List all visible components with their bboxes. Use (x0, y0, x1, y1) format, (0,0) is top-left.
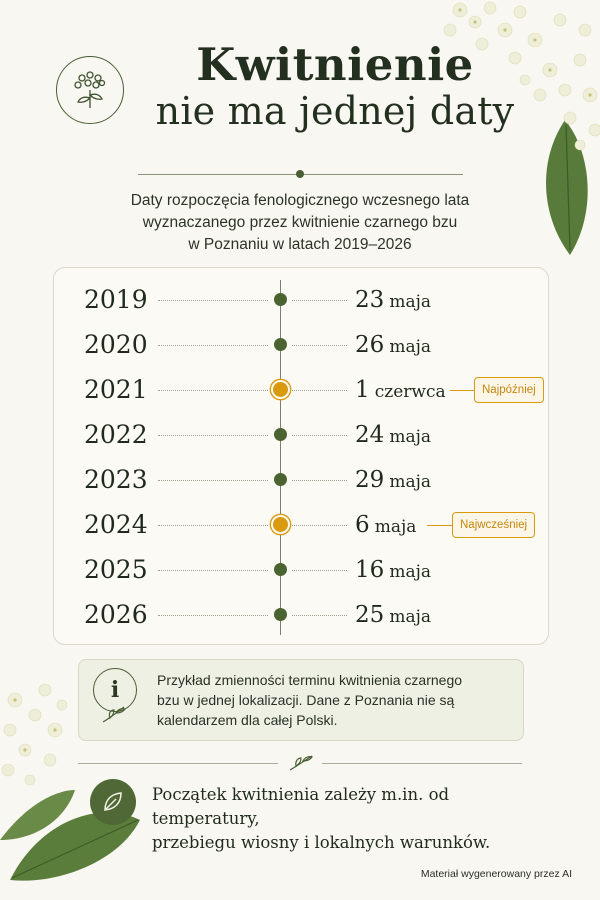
separator-line-left (78, 763, 278, 764)
footer-text (152, 783, 552, 855)
leader-dots-right (292, 300, 347, 301)
timeline-marker (274, 473, 287, 486)
timeline-date (355, 418, 431, 454)
timeline-month: maja (389, 562, 432, 582)
timeline-month: maja (389, 337, 432, 357)
timeline-day: 23 (355, 287, 385, 313)
timeline-year: 2025 (84, 555, 148, 584)
timeline-year: 2026 (84, 600, 148, 629)
timeline-month: maja (389, 292, 432, 312)
timeline-date (355, 508, 416, 544)
timeline-date (355, 553, 431, 589)
timeline-month: czerwca (374, 382, 446, 402)
timeline-day: 16 (355, 557, 385, 583)
leader-dots-right (292, 525, 347, 526)
subtitle-line1: Daty rozpoczęcia fenologicznego wczesnego lata (130, 192, 470, 209)
leader-dots-left (158, 300, 268, 301)
leader-dots-left (158, 615, 268, 616)
leaf-sprig-icon (287, 752, 315, 774)
timeline-date (355, 283, 431, 319)
timeline-date (355, 373, 446, 409)
timeline-date (355, 598, 431, 634)
timeline-month: maja (374, 517, 417, 537)
timeline-marker (274, 338, 287, 351)
timeline-marker (274, 563, 287, 576)
info-text (157, 670, 507, 730)
timeline-year: 2020 (84, 330, 148, 359)
timeline-row (0, 283, 600, 327)
timeline-marker (274, 293, 287, 306)
timeline-marker-highlight (271, 380, 290, 399)
timeline-year: 2021 (84, 375, 148, 404)
leader-dots-left (158, 345, 268, 346)
timeline-row (0, 598, 600, 642)
timeline-year: 2024 (84, 510, 148, 539)
timeline-year: 2023 (84, 465, 148, 494)
info-line1: Przykład zmienności terminu kwitnienia czarnego (157, 672, 463, 688)
page-title-line1: Kwitnienie (196, 38, 474, 91)
timeline-marker (274, 608, 287, 621)
timeline-row (0, 553, 600, 597)
leaf-icon (90, 779, 136, 825)
badge-connector (450, 390, 474, 391)
timeline-badge: Najpóźniej (474, 377, 544, 403)
info-icon (93, 668, 137, 712)
elderflower-icon (56, 56, 124, 124)
timeline-row (0, 508, 600, 552)
ai-credit: Materiał wygenerowany przez AI (420, 868, 572, 880)
separator-line-right (322, 763, 522, 764)
leader-dots-left (158, 480, 268, 481)
subtitle-line3: w Poznaniu w latach 2019–2026 (188, 236, 412, 253)
timeline-year: 2022 (84, 420, 148, 449)
info-line2: bzu w jednej lokalizacji. Dane z Poznania nie są (157, 692, 455, 708)
timeline-day: 6 (355, 512, 370, 538)
timeline-date (355, 328, 431, 364)
leader-dots-right (292, 345, 347, 346)
leader-dots-left (158, 435, 268, 436)
timeline-row (0, 328, 600, 372)
timeline-badge: Najwcześniej (452, 512, 535, 538)
timeline-row (0, 463, 600, 507)
leader-dots-right (292, 615, 347, 616)
timeline-date (355, 463, 431, 499)
leader-dots-left (158, 570, 268, 571)
footer-line2: przebiegu wiosny i lokalnych warunków. (152, 833, 491, 852)
timeline-month: maja (389, 427, 432, 447)
timeline-row (0, 373, 600, 417)
timeline-day: 1 (355, 377, 370, 403)
leader-dots-right (292, 570, 347, 571)
timeline-month: maja (389, 472, 432, 492)
leader-dots-left (158, 390, 268, 391)
leader-dots-left (158, 525, 268, 526)
timeline-day: 24 (355, 422, 385, 448)
page-title-line2: nie ma jednej daty (155, 89, 515, 134)
timeline-marker-highlight (271, 515, 290, 534)
title-divider-dot (296, 170, 304, 178)
info-icon-letter: i (110, 677, 120, 703)
badge-connector (427, 525, 452, 526)
leader-dots-right (292, 390, 347, 391)
timeline-year: 2019 (84, 285, 148, 314)
timeline-day: 29 (355, 467, 385, 493)
leader-dots-right (292, 480, 347, 481)
timeline-day: 25 (355, 602, 385, 628)
timeline-month: maja (389, 607, 432, 627)
timeline-row (0, 418, 600, 462)
footer-line1: Początek kwitnienia zależy m.in. od temperatury, (152, 785, 450, 828)
timeline-day: 26 (355, 332, 385, 358)
info-line3: kalendarzem dla całej Polski. (157, 712, 338, 728)
timeline-marker (274, 428, 287, 441)
leader-dots-right (292, 435, 347, 436)
subtitle-line2: wyznaczanego przez kwitnienie czarnego bzu (142, 214, 458, 231)
page-title (140, 40, 530, 133)
subtitle (90, 190, 510, 256)
